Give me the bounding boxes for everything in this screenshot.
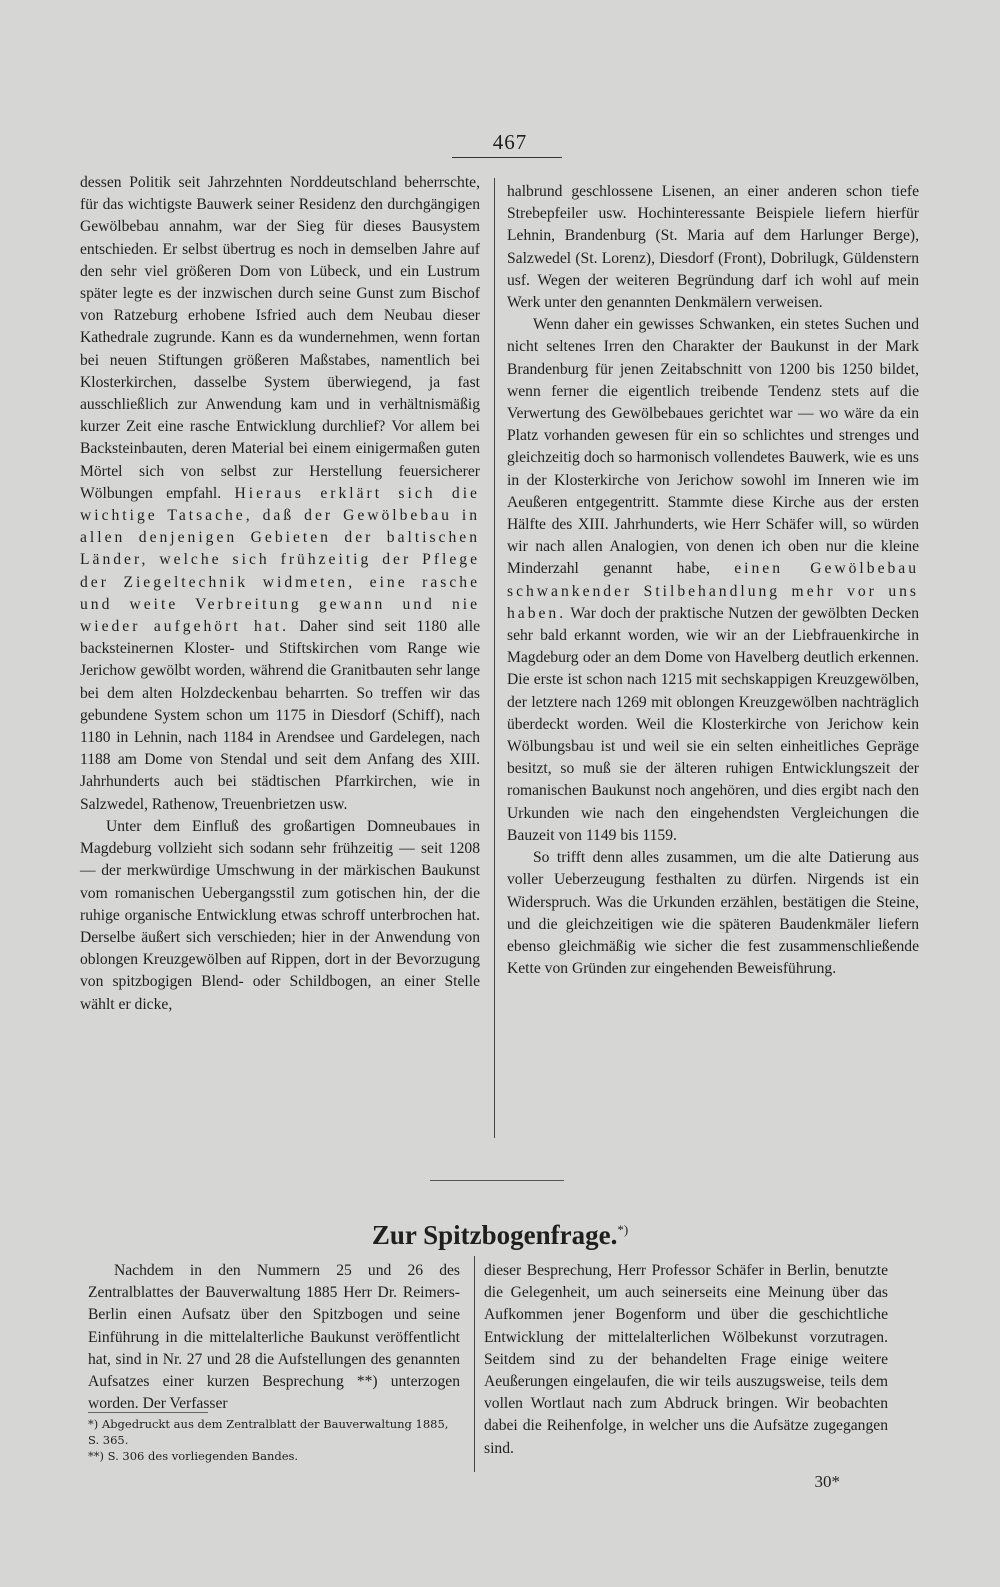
- paragraph: [80, 172, 480, 816]
- paragraph: [507, 314, 919, 847]
- paragraph: Nachdem in den Nummern 25 und 26 des Zentralblattes der Bauverwaltung 1885 Herr Dr. Reimers-Berlin einen Aufsatz über den Spitzbogen und seine Einführung in die mittelalterliche Baukunst veröffentlicht hat, sind in Nr. 27 und 28 die Aufstellungen des genannten Aufsatzes einer kurzen Besprechung **) unterzogen worden. Der Verfasser: [88, 1262, 460, 1413]
- emphasized-text: einen Gewölbebau schwankender Stilbehandlung mehr vor uns haben.: [507, 560, 920, 622]
- column-divider: [474, 1256, 475, 1472]
- paragraph-text: Wenn daher ein gewisses Schwanken, ein stetes Suchen und nicht seltenes Irren den Charakter der Baukunst in der Mark Brandenburg für jenen Zeitabschnitt von 1200 bis 1250 bildet, wenn ferner die eigentlich treibende Tendenz stets auf die Verwertung des Gewölbebaues gerichtet war — wo wäre da ein Platz vorhanden gewesen für ein so schlichtes und strenges und gleichzeitig doch so harmonisch vollendetes Bauwerk, wie es uns in der Klosterkirche von Jerichow sowohl im Inneren wie im Aeußeren entgegentritt. Stammte diese Kirche aus der ersten Hälfte des XIII. Jahrhunderts, wie Herr Schäfer will, so würden wir nach allen Analogien, von denen ich oben nur die kleine Minderzahl genannt habe,: [507, 316, 919, 578]
- paragraph-text: War doch der praktische Nutzen der gewölbten Decken sehr bald erkannt worden, wie wir an der Liebfrauenkirche in Magdeburg oder an dem Dome von Havelberg deutlich erkennen. Die erste ist schon nach 1215 mit sechskappigen Kreuzgewölben, der letztere nach 1269 mit oblongen Kreuzgewölben nachträglich überdeckt worden. Weil die Klosterkirche von Jerichow kein Wölbungsbau ist und weil sie ein selten einheitliches Gepräge besitzt, so muß sie der älteren ruhigen Entwicklungszeit der romanischen Baukunst noch angehören, und dies ergibt nach den Urkunden wie nach den eingehendsten Vergleichungen die Bauzeit von 1149 bis 1159.: [507, 604, 919, 844]
- page-number: 467: [492, 130, 528, 154]
- paragraph: halbrund geschlossene Lisenen, an einer anderen schon tiefe Strebepfeiler usw. Hochinteressante Beispiele liefern hierfür Lehnin, Brandenburg (St. Maria auf dem Harlunger Berge), Salzwedel (St. Lorenz), Diesdorf (Front), Dobrilugk, Güldenstern usf. Wegen der weiteren Begründung darf ich wohl auf mein Werk unter den genannten Denkmälern verweisen.: [507, 183, 919, 312]
- paragraph: dieser Besprechung, Herr Professor Schäfer in Berlin, benutzte die Gelegenheit, um auch seinerseits eine Meinung über das Aufkommen jener Bogenform und über die geschichtliche Entwicklung der mittelalterlichen Wölbekunst vorzutragen. Seitdem sind zu der behandelten Frage einige weitere Aeußerungen eingelaufen, die wir teils auszugsweise, teils dem vollen Wortlaut nach zum Abdruck bringen. Wir beobachten dabei die Reihenfolge, in welcher uns die Aufsätze zugegangen sind.: [484, 1262, 888, 1457]
- section-right-column: [484, 1260, 888, 1460]
- paragraph-text: dessen Politik seit Jahrzehnten Norddeutschland beherrschte, für das wichtigste Bauwerk seiner Residenz den durchgängigen Gewölbebau annahm, war der Sieg für dieses Bausystem entschieden. Er selbst übertrug es noch in demselben Jahre auf den sehr viel größeren Dom von Lübeck, und ein Lustrum später legte es der inzwischen durch seine Gunst zum Bischof von Ratzeburg erhobene Isfried auch dem Neubau dieser Kathedrale zugrunde. Kann es da wundernehmen, wenn fortan bei neuen Stiftungen größeren Maßstabes, namentlich bei Klosterkirchen, dasselbe System überwiegend, ja fast ausschließlich zur Anwendung kam und in verhältnismäßig kurzer Zeit eine rasche Entwicklung durchlief? Vor allem bei Backsteinbauten, deren Material bei einem einigermaßen guten Mörtel sich von selbst zur Herstellung feuersicherer Wölbungen empfahl.: [80, 174, 480, 502]
- top-right-column: [507, 181, 919, 980]
- footnote-rule: [88, 1412, 208, 1413]
- emphasized-text: Hieraus erklärt sich die wichtige Tatsache, daß der Gewölbebau in allen denjenigen Gebieten der baltischen Länder, welche sich frühzeitig der Pflege der Ziegeltechnik widmeten, eine rasche und weite Verbreitung gewann und nie wieder aufgehört hat.: [80, 484, 480, 636]
- section-title: [250, 1220, 750, 1251]
- footnote: **) S. 306 des vorliegenden Bandes.: [88, 1449, 299, 1463]
- paragraph-text: Daher sind seit 1180 alle backsteinernen Kloster- und Stiftskirchen vom Range wie Jerichow gewölbt worden, während die Granitbauten sehr lange bei dem alten Holzdeckenbau beharrten. So treffen wir das gebundene System schon um 1175 in Diesdorf (Schiff), nach 1180 in Lehnin, nach 1184 in Arendsee und Gardelegen, nach 1188 am Dome von Stendal und seit dem Anfang des XIII. Jahrhunderts auch bei städtischen Pfarrkirchen, wie in Salzwedel, Rathenow, Treuenbrietzen usw.: [80, 618, 480, 813]
- paragraph: Unter dem Einfluß des großartigen Domneubaues in Magdeburg vollzieht sich sodann sehr frühzeitig — seit 1208 — der merkwürdige Umschwung in der märkischen Baukunst vom romanischen Uebergangsstil zum gotischen hin, der die ruhige organische Entwicklung etwas schroff unterbrochen hat. Derselbe äußert sich verschieden; hier in der Anwendung von oblongen Kreuzgewölben auf Rippen, dort in der Bevorzugung von spitzbogigen Blend- oder Schildbogen, an einer Stelle wählt er dicke,: [80, 817, 480, 1013]
- footnote-mark: *): [617, 1222, 629, 1237]
- section-left-column: [88, 1260, 460, 1415]
- column-divider: [494, 178, 495, 1138]
- page-number-rule: [452, 157, 562, 158]
- top-left-column: [80, 172, 480, 1016]
- sheet-signature: 30*: [814, 1472, 840, 1491]
- paragraph: So trifft denn alles zusammen, um die alte Datierung aus voller Ueberzeugung festhalten zu dürfen. Nirgends ist ein Widerspruch. Was die Urkunden erzählen, bestätigen die Steine, und die gleichzeitigen wie die späteren Baudenkmäler liefern ebenso gleichmäßig wie sicher die fest zusammenschließende Kette von Gründen zur eingehenden Beweisführung.: [507, 849, 919, 978]
- footnotes: [88, 1416, 460, 1464]
- section-title-text: Zur Spitzbogenfrage.: [371, 1220, 618, 1250]
- footnote: *) Abgedruckt aus dem Zentralblatt der Bauverwaltung 1885, S. 365.: [88, 1417, 449, 1447]
- section-separator: [430, 1180, 564, 1181]
